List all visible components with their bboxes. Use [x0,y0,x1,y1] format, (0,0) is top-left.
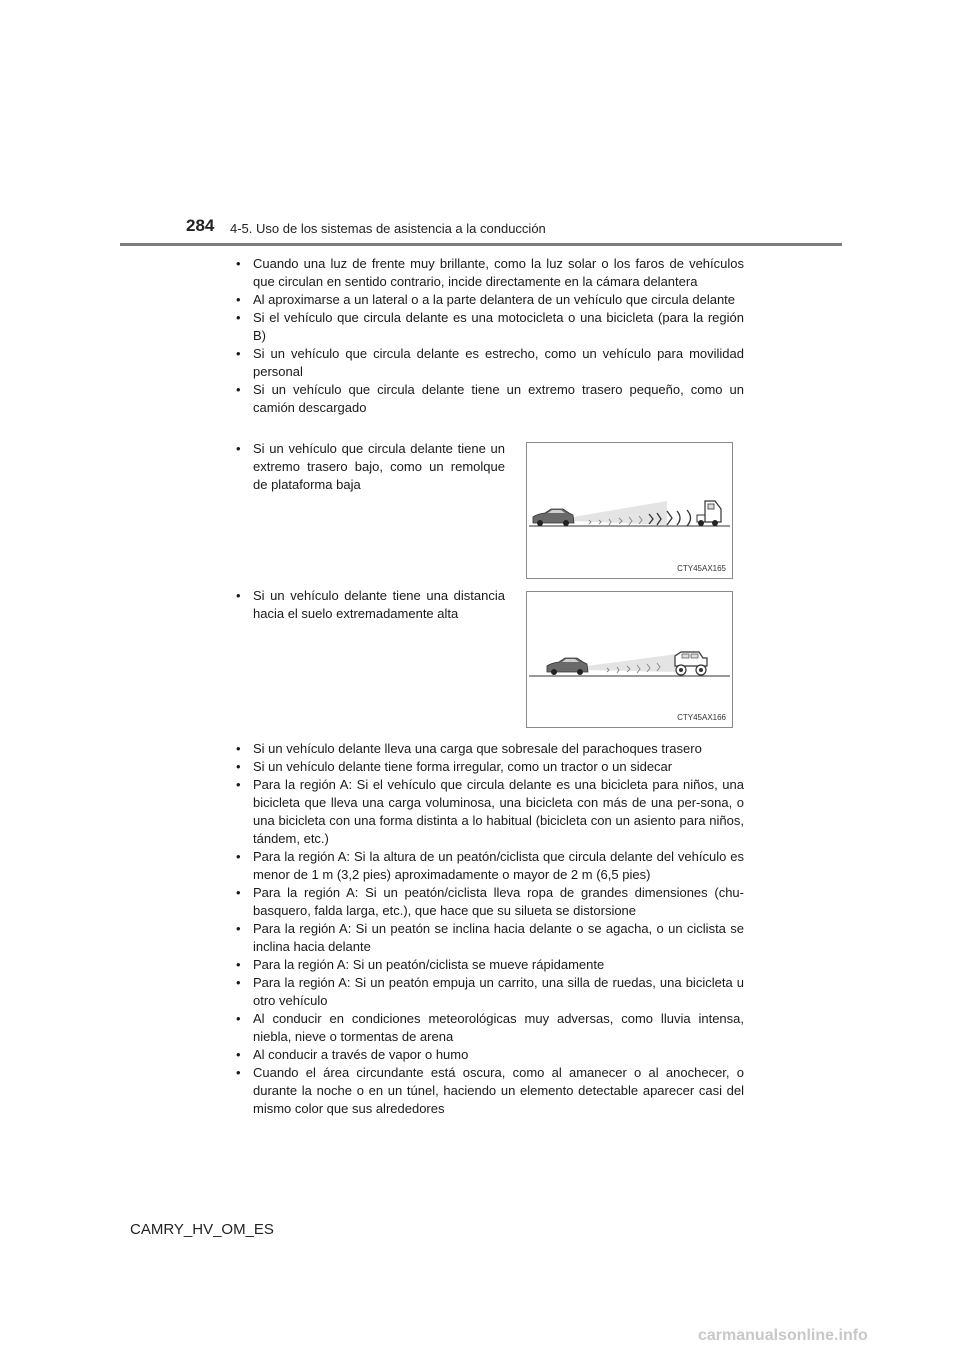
figure-code: CTY45AX166 [677,713,726,722]
bullet-dot: • [236,1065,241,1080]
list-item-text: Para la región A: Si un peatón/ciclista se mueve rápidamente [253,957,605,972]
bullet-list-bottom [236,740,744,1118]
list-item [236,587,505,623]
watermark: carmanualsonline.info [698,1327,868,1344]
figure-low-rear-trailer [526,442,733,579]
section-title: 4-5. Uso de los sistemas de asistencia a la conducción [230,221,546,236]
header-rule [120,243,842,246]
list-item [236,758,744,776]
bullet-dot: • [236,921,241,936]
bullet-dot: • [236,777,241,792]
bullet-dot: • [236,1047,241,1062]
bullet-dot: • [236,849,241,864]
bullet-dot: • [236,310,241,325]
bullet-dot: • [236,741,241,756]
list-item-text: Para la región A: Si la altura de un peatón/ciclista que circula delante del vehículo es menor de 1 m (3,2 pies) aproximadamente o mayor de 2 m (6,5 pies) [253,849,744,882]
car-icon [547,658,588,675]
list-item-text: Al conducir en condiciones meteorológicas muy adversas, como lluvia intensa, niebla, nieve o tormentas de arena [253,1011,744,1044]
list-item-text: Al conducir a través de vapor o humo [253,1047,469,1062]
list-item-text: Cuando una luz de frente muy brillante, como la luz solar o los faros de vehículos que circulan en sentido contrario, incide directamente en la cámara delantera [253,256,744,289]
list-item-text: Si el vehículo que circula delante es una motocicleta o una bicicleta (para la región B) [253,310,744,343]
list-item [236,956,744,974]
list-item [236,848,744,884]
list-item-text: Para la región A: Si un peatón/ciclista lleva ropa de grandes dimensiones (chu-basquero, falda larga, etc.), que hace que su silueta se distorsione [253,885,744,918]
list-item-text: Si un vehículo delante tiene una distancia hacia el suelo extremadamente alta [253,588,505,621]
bullet-dot: • [236,975,241,990]
list-item-text: Para la región A: Si el vehículo que circula delante es una bicicleta para niños, una bicicleta que lleva una carga voluminosa, una bicicleta con más de una per-sona, o una bicicleta con una forma distinta a lo habitual (bicicleta con un asiento para niños, tándem, etc.) [253,777,744,846]
list-item [236,974,744,1010]
list-item-text: Al aproximarse a un lateral o a la parte delantera de un vehículo que circula delante [253,292,736,307]
list-item [236,345,744,381]
figure-high-ground-clearance [526,591,733,728]
figure-caption-list [236,440,505,494]
bullet-dot: • [236,346,241,361]
list-item [236,1010,744,1046]
bullet-dot: • [236,1011,241,1026]
figure-caption-list [236,587,505,623]
list-item [236,255,744,291]
list-item [236,291,744,309]
bullet-dot: • [236,885,241,900]
list-item-text: Si un vehículo que circula delante tiene un extremo trasero pequeño, como un camión descargado [253,382,744,415]
list-item-text: Si un vehículo que circula delante es estrecho, como un vehículo para movilidad personal [253,346,744,379]
list-item [236,740,744,758]
bullet-dot: • [236,256,241,271]
bullet-dot: • [236,957,241,972]
footer-code: CAMRY_HV_OM_ES [130,1221,274,1238]
car-icon [533,509,574,526]
bullet-dot: • [236,382,241,397]
list-item [236,1046,744,1064]
list-item [236,776,744,848]
list-item [236,440,505,494]
page-number: 284 [186,216,215,235]
list-item [236,884,744,920]
bullet-dot: • [236,588,241,603]
list-item-text: Para la región A: Si un peatón se inclina hacia delante o se agacha, o un ciclista se inclina hacia delante [253,921,744,954]
illustration-low-trailer [527,443,732,578]
list-item-text: Cuando el área circundante está oscura, como al amanecer o al anochecer, o durante la noche o en un túnel, haciendo un elemento detectable aparecer casi del mismo color que sus alrededores [253,1065,744,1116]
illustration-high-clearance [527,592,732,727]
list-item [236,381,744,417]
list-item-text: Si un vehículo delante lleva una carga que sobresale del parachoques trasero [253,741,702,756]
list-item-text: Para la región A: Si un peatón empuja un carrito, una silla de ruedas, una bicicleta u otro vehículo [253,975,744,1008]
suv-icon [675,652,707,675]
list-item [236,1064,744,1118]
truck-icon [697,501,721,526]
list-item [236,920,744,956]
bullet-dot: • [236,759,241,774]
bullet-dot: • [236,292,241,307]
list-item-text: Si un vehículo delante tiene forma irregular, como un tractor o un sidecar [253,759,673,774]
figure-code: CTY45AX165 [677,564,726,573]
bullet-dot: • [236,441,241,456]
list-item-text: Si un vehículo que circula delante tiene un extremo trasero bajo, como un remolque de plataforma baja [253,441,505,492]
bullet-list-top [236,255,744,417]
list-item [236,309,744,345]
